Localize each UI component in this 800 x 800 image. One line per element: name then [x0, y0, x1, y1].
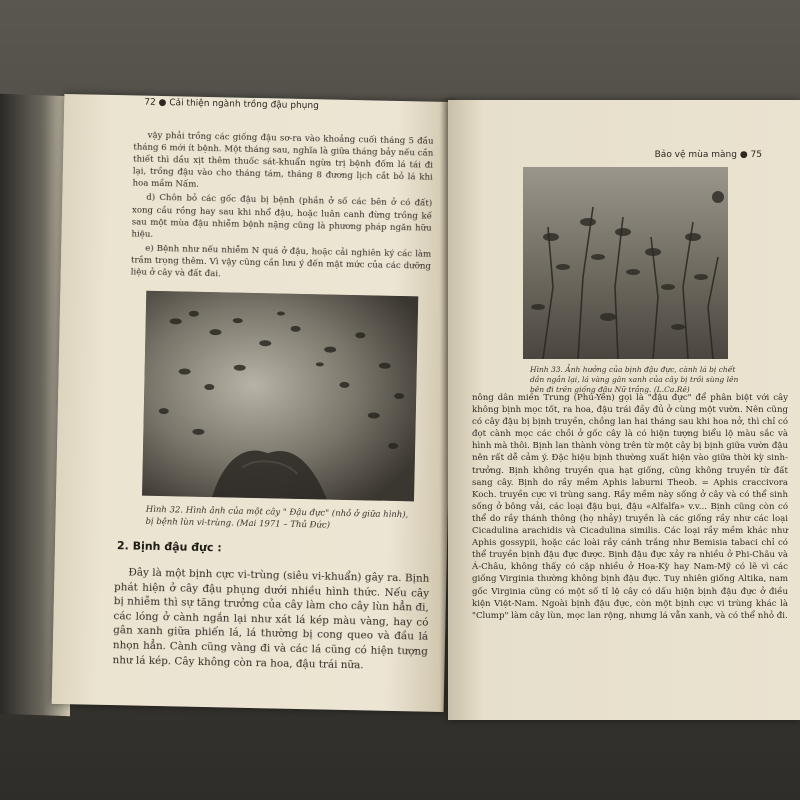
paragraph: e) Bệnh như nếu nhiễm N quá ở đậu, hoặc cải nghiên ký các làm trầm trọng thêm. Vì vậy cũng cần lưu ý đến mật mức của các dưỡng liệu ở cây và đất đai.	[130, 243, 432, 280]
left-running-head	[144, 98, 319, 112]
paragraph: Đây là một bịnh cực vi-trùng (siêu vi-khuẩn) gây ra. Bịnh phát hiện ở cây đậu phụng dưới nhiều hình thức. Nếu cây bị nhiễm thì sự tăng trưởng của cây làm cho cây lùn hẳn đi, các lóng ở cành ngắn lại như xát lá kép màu vàng, hay có gân xanh giữa phiến lá, lá thường bị cong queo và đầu lá nhọn hẳn. Cành cũng vàng đi và các lá cũng có hiện tượng như lá kép. Cây không còn ra hoa, đậu trái nữa.	[112, 566, 430, 671]
bullet-icon: ●	[158, 97, 170, 109]
right-running-head	[655, 150, 762, 160]
right-body-text	[472, 392, 788, 624]
left-bottom-text	[112, 565, 429, 676]
paragraph: d) Chôn bỏ các gốc đậu bị bệnh (phần ở số các bên ở có đất) xong cầu rồng hay sau khi nhổ đậu, hoặc luân canh đừng trồng kế sau một mùa đậu nhiễm bệnh nặng cũng là phương pháp ngăn hữu hiệu.	[131, 193, 433, 240]
left-running-title: Cải thiện ngành trồng đậu phụng	[169, 98, 319, 112]
paragraph: vậy phải trồng các giống đậu sơ-ra vào khoảng cuối tháng 5 đầu tháng 6 mới ít bệnh. Một tháng sau, nghĩa là giữa tháng bảy nếu cần thiết thì dầu xịt thêm thuốc sát-khuẩn ngừa trị bệnh đốm lá tái đi lại, trồng đậu vào cho tháng tám, tháng 8 đương lịch cắt bỏ lá khi hoa mầm Nấm.	[132, 130, 434, 191]
field-photo-illustration	[523, 167, 728, 359]
right-running-title: Bảo vệ mùa màng	[654, 150, 737, 160]
section-heading: 2. Bịnh đậu đực :	[116, 539, 222, 555]
right-page	[448, 100, 800, 720]
right-page-number: 75	[750, 150, 762, 160]
left-top-text	[131, 129, 434, 286]
figure-32-caption: Hình 32. Hình ảnh của một cây " Đậu đực" (nhỏ ở giữa hình), bị bệnh lùn vi-trùng. (Mai 1971 – Thủ Đức)	[145, 504, 409, 531]
diseased-peanut-plant-photo	[142, 291, 418, 502]
figure-33-caption: Hình 33. Ảnh hưởng của bịnh đậu đực, cành lá bị chết dần ngắn lại, lá vàng gân xanh của cây bị trồi sùng lên bên đi trên giống đậu Nữ trắng. (L.Ca.Rê)	[530, 365, 739, 394]
plant-photo-illustration	[142, 291, 418, 502]
paragraph: nông dân miền Trung (Phú-Yên) gọi là "đậu đực" để phân biệt với cây không bịnh mọc tốt, ra hoa, đậu trái đầy đủ ở cùng một vườn. Nên cũng có cây đậu bị bịnh truyền, chồng lan hai tháng sau khi hoa nở, thì chỉ có đọt cành mọc các chồi ở gốc cây là có hiện tượng biểu lộ màu sắc và hình mà thôi. Bịnh lan thành vòng trên từ một cây bị bịnh giữa vườn đậu nên rất dễ cảm ý. Đặc hiệu bịnh thường xuất hiện vào giữa thời kỳ sinh-trưởng. Bịnh không truyền qua hạt giống, cũng không truyền từ đất sang cây. Bịnh do rầy mềm Aphis laburni Theob. = Aphis craccivora Koch. truyền cực vi trùng sang. Rầy mềm này sống ở cây và có thể sinh sống ở bông vải, các loại đậu bụi, đậu «Alfalfa» v.v... Bịnh cũng còn có thể do rầy thánh thông (họ nhảy) truyền là các giống rầy như các loại Cicadulina arachidis và Cicadulina similis. Các loại rầy mềm khác như Aphis gossypii, hoặc các loài rầy cánh trắng như Bemisia tabaci chỉ có thể truyền bịnh đậu đực được. Bịnh đậu đực xảy ra nhiều ở Phi-Châu và Á-Châu, không thấy có cặp nhiều ở Hoa-Kỳ hay Nam-Mỹ có lẽ vì các giống Virginia thường không bịnh đậu đực. Tuy nhiên giống Altika, nam gốc Virginia cũng có một số tỉ lệ cây có dấu hiện bịnh đậu đực ở điều kiện Việt-Nam. Ngoài bịnh đậu đực, còn một bịnh cực vi trùng khác là "Clump" làm cây lùn, mọc lan rộng, nhưng lá vẫn xanh, và có thể nhỏ đi.	[472, 393, 788, 621]
left-page	[52, 94, 457, 712]
peanut-field-photo	[523, 167, 728, 359]
left-page-number: 72	[144, 97, 156, 108]
bullet-icon: ●	[739, 150, 751, 160]
